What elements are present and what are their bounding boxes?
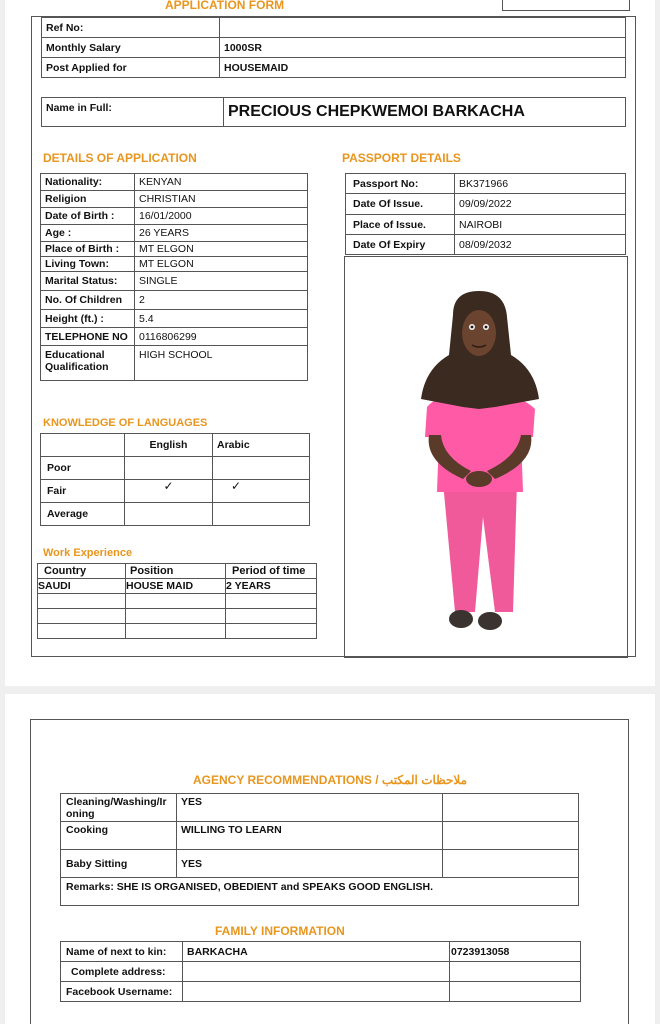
application-form-page <box>5 0 655 686</box>
recommendations-heading: AGENCY RECOMMENDATIONS / ملاحظات المكتب <box>193 773 468 787</box>
work-period: 2 YEARS <box>226 579 317 594</box>
family-heading: FAMILY INFORMATION <box>215 924 345 938</box>
fair-english-check: ✓ <box>125 480 213 503</box>
arabic-column: Arabic <box>213 434 310 457</box>
period-column: Period of time <box>226 564 317 579</box>
languages-heading: KNOWLEDGE OF LANGUAGES <box>43 417 208 429</box>
facebook-row <box>61 982 581 1002</box>
header-row-salary <box>42 38 626 58</box>
post-value: HOUSEMAID <box>220 58 626 78</box>
fair-label: Fair <box>41 480 125 503</box>
expiry-value: 08/09/2032 <box>455 235 626 255</box>
name-value: PRECIOUS CHEPKWEMOI BARKACHA <box>224 98 626 127</box>
header-row-ref <box>42 18 626 38</box>
address-label: Complete address: <box>61 962 183 982</box>
nationality-label: Nationality: <box>41 174 135 191</box>
post-label: Post Applied for <box>42 58 220 78</box>
cooking-value: WILLING TO LEARN <box>177 822 443 850</box>
salary-label: Monthly Salary <box>42 38 220 58</box>
average-arabic <box>213 503 310 526</box>
name-table <box>41 97 626 127</box>
facebook-value <box>183 982 450 1002</box>
age-label: Age : <box>41 225 135 242</box>
place-of-birth-label: Place of Birth : <box>41 242 135 257</box>
marital-status-label: Marital Status: <box>41 272 135 291</box>
english-column: English <box>125 434 213 457</box>
issue-date-value: 09/09/2022 <box>455 194 626 215</box>
facebook-extra <box>450 982 581 1002</box>
issue-date-label: Date Of Issue. <box>346 194 455 215</box>
dob-value: 16/01/2000 <box>135 208 308 225</box>
education-value: HIGH SCHOOL <box>135 346 308 381</box>
passport-no-label: Passport No: <box>346 174 455 194</box>
next-of-kin-phone: 0723913058 <box>450 942 581 962</box>
cleaning-value: YES <box>177 794 443 822</box>
cooking-label: Cooking <box>61 822 177 850</box>
work-row-empty <box>38 609 317 624</box>
religion-value: CHRISTIAN <box>135 191 308 208</box>
babysitting-label: Baby Sitting <box>61 850 177 878</box>
languages-corner-cell <box>41 434 125 457</box>
applicant-photo <box>345 257 627 657</box>
work-row-empty <box>38 624 317 639</box>
place-of-birth-value: MT ELGON <box>135 242 308 257</box>
height-label: Height (ft.) : <box>41 310 135 328</box>
passport-table <box>345 173 626 255</box>
nationality-value: KENYAN <box>135 174 308 191</box>
height-value: 5.4 <box>135 310 308 328</box>
cleaning-row <box>61 794 579 822</box>
poor-arabic <box>213 457 310 480</box>
religion-label: Religion <box>41 191 135 208</box>
position-column: Position <box>126 564 226 579</box>
fair-arabic-check: ✓ <box>213 480 310 503</box>
details-heading: DETAILS OF APPLICATION <box>43 151 197 165</box>
details-table <box>40 173 308 381</box>
address-value <box>183 962 450 982</box>
average-english <box>125 503 213 526</box>
level-row-fair <box>41 480 310 503</box>
work-heading: Work Experience <box>43 547 133 559</box>
work-row-empty <box>38 594 317 609</box>
living-town-label: Living Town: <box>41 257 135 272</box>
average-label: Average <box>41 503 125 526</box>
cooking-row <box>61 822 579 850</box>
poor-label: Poor <box>41 457 125 480</box>
children-value: 2 <box>135 291 308 310</box>
babysitting-extra <box>443 850 579 878</box>
age-value: 26 YEARS <box>135 225 308 242</box>
family-table <box>60 941 581 1002</box>
next-of-kin-row <box>61 942 581 962</box>
photo-frame <box>344 256 628 658</box>
dob-label: Date of Birth : <box>41 208 135 225</box>
issue-place-value: NAIROBI <box>455 215 626 235</box>
level-row-average <box>41 503 310 526</box>
children-label: No. Of Children <box>41 291 135 310</box>
ref-value <box>220 18 626 38</box>
cleaning-label: Cleaning/Washing/Ironing <box>61 794 177 822</box>
work-country: SAUDI <box>38 579 126 594</box>
living-town-value: MT ELGON <box>135 257 308 272</box>
babysitting-value: YES <box>177 850 443 878</box>
work-row <box>38 579 317 594</box>
education-label: Educational Qualification <box>41 346 135 381</box>
remarks-text: Remarks: SHE IS ORGANISED, OBEDIENT and SPEAKS GOOD ENGLISH. <box>61 878 579 906</box>
passport-heading: PASSPORT DETAILS <box>342 151 461 165</box>
next-of-kin-label: Name of next to kin: <box>61 942 183 962</box>
telephone-value: 0116806299 <box>135 328 308 346</box>
address-extra <box>450 962 581 982</box>
recommendations-page <box>5 694 655 1024</box>
header-row-post <box>42 58 626 78</box>
issue-place-label: Place of Issue. <box>346 215 455 235</box>
level-row-poor <box>41 457 310 480</box>
work-position: HOUSE MAID <box>126 579 226 594</box>
cooking-extra <box>443 822 579 850</box>
expiry-label: Date Of Expiry <box>346 235 455 255</box>
name-label: Name in Full: <box>42 98 224 127</box>
marital-status-value: SINGLE <box>135 272 308 291</box>
telephone-label: TELEPHONE NO <box>41 328 135 346</box>
cleaning-extra <box>443 794 579 822</box>
recommendations-table <box>60 793 579 906</box>
next-of-kin-value: BARKACHA <box>183 942 450 962</box>
facebook-label: Facebook Username: <box>61 982 183 1002</box>
poor-english <box>125 457 213 480</box>
header-table <box>41 17 626 78</box>
babysitting-row <box>61 850 579 878</box>
passport-no-value: BK371966 <box>455 174 626 194</box>
remarks-row <box>61 878 579 906</box>
top-right-box <box>502 0 630 11</box>
work-table <box>37 563 317 639</box>
languages-table <box>40 433 310 526</box>
salary-value: 1000SR <box>220 38 626 58</box>
address-row <box>61 962 581 982</box>
country-column: Country <box>38 564 126 579</box>
form-title: APPLICATION FORM <box>165 0 285 12</box>
ref-label: Ref No: <box>42 18 220 38</box>
